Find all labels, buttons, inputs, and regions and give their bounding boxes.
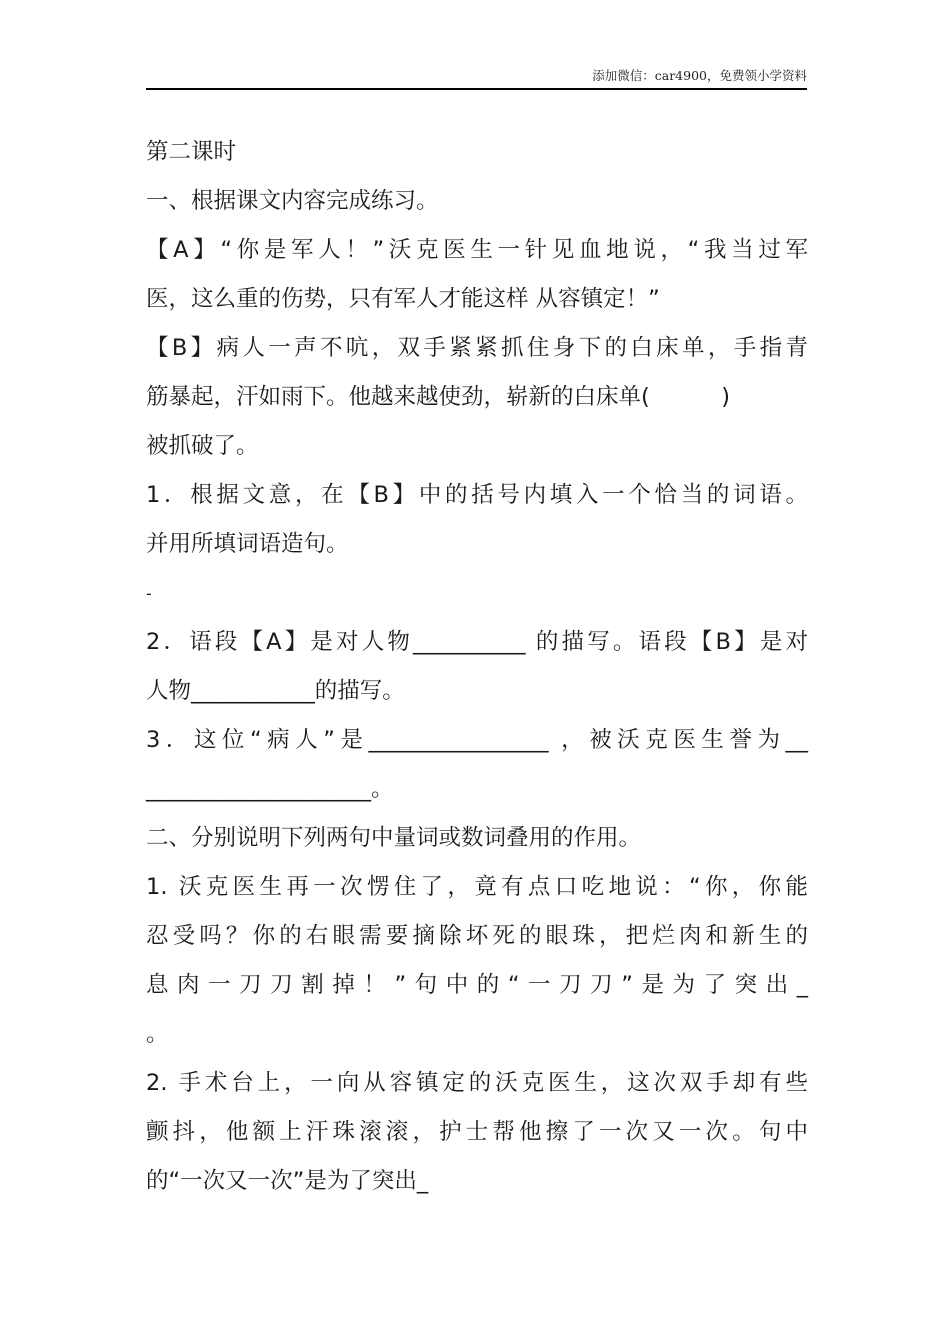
question-2-line-2: 人物___________的描写。 — [146, 678, 405, 704]
passage-b-line-1: 【B】病人一声不吭，双手紧紧抓住身下的白床单，手指青 — [146, 335, 808, 361]
sentence-2-line-3: 的“一次又一次”是为了突出_ — [146, 1168, 429, 1194]
section-one-heading: 一、根据课文内容完成练习。 — [146, 188, 439, 214]
question-1-line-1: 1．根据文意，在【B】中的括号内填入一个恰当的词语。 — [146, 482, 808, 508]
question-2-line-1: 2．语段【A】是对人物__________ 的描写。语段【B】是对 — [146, 629, 808, 655]
sentence-1-line-2: 忍受吗？你的右眼需要摘除坏死的眼珠，把烂肉和新生的 — [146, 923, 808, 949]
passage-b-line-2: 筋暴起，汗如雨下。他越来越使劲，崭新的白床单( ) — [146, 384, 731, 410]
sentence-1-line-1: 1. 沃克医生再一次愣住了，竟有点口吃地说：“你，你能 — [146, 874, 808, 900]
question-3-line-1: 3．这位“病人”是________________ ，被沃克医生誉为__ — [146, 727, 808, 753]
passage-a-line-2: 医，这么重的伤势，只有军人才能这样 从容镇定！” — [146, 286, 660, 312]
passage-a-line-1: 【A】“你是军人！”沃克医生一针见血地说，“我当过军 — [146, 237, 808, 263]
sentence-1-line-4: 。 — [146, 1021, 169, 1047]
sentence-1-line-3: 息肉一刀刀割掉！”句中的“一刀刀”是为了突出_ — [146, 972, 808, 998]
sentence-2-line-2: 颤抖，他额上汗珠滚滚，护士帮他擦了一次又一次。句中 — [146, 1119, 808, 1145]
document-body — [146, 128, 808, 1206]
question-1-line-2: 并用所填词语造句。 — [146, 531, 349, 557]
question-3-line-2: ____________________。 — [146, 776, 394, 802]
lesson-title: 第二课时 — [146, 139, 237, 165]
section-two-heading: 二、分别说明下列两句中量词或数词叠用的作用。 — [146, 825, 642, 851]
answer-blank-mark: - — [146, 584, 152, 603]
passage-b-line-3: 被抓破了。 — [146, 433, 259, 459]
page-header — [146, 62, 807, 90]
sentence-2-line-1: 2. 手术台上，一向从容镇定的沃克医生，这次双手却有些 — [146, 1070, 808, 1096]
header-note: 添加微信：car4900，免费领小学资料 — [592, 68, 807, 83]
